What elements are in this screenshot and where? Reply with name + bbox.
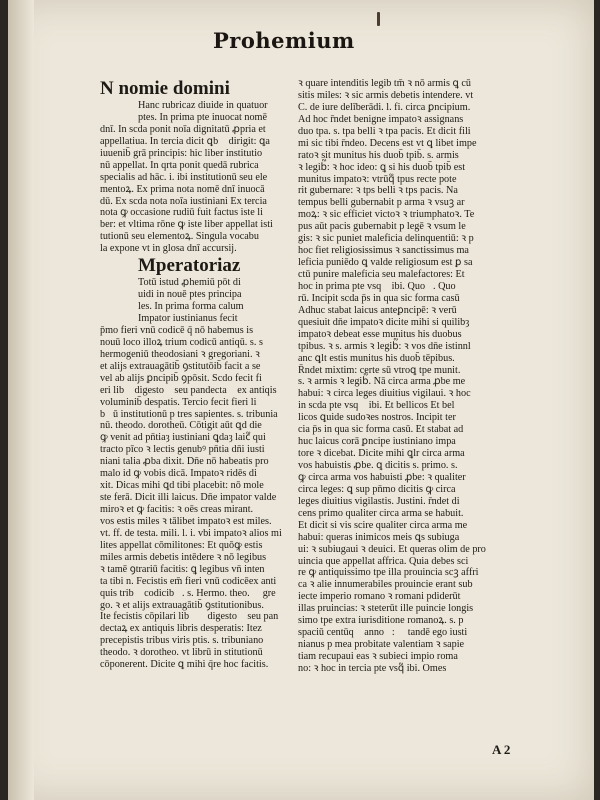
text-line: moꝝ: ꝛ sic efficiet victoꝛ ꝛ triumphatoꝛ. Te [298, 209, 475, 221]
text-line: tracto pīco ꝛ lectis genubꝰ pn̄tia dn̄i iusti [100, 444, 265, 456]
text-line: anc ꝗlt estis munitus his duob̄ tēpibus. [298, 352, 455, 364]
text-line: ꝛ tamē ꝯtrariū facitis: ꝗ legibus vn̄ inten [100, 563, 265, 575]
text-line: R̄ndet mixtim: certe sū vtroꝗ tpe munit. [298, 364, 461, 376]
text-line: uincia que appellat affrica. Quia debes sci [298, 555, 469, 567]
text-line: dectaꝝ ex antiquis libris desperatis: Itez [100, 623, 262, 635]
text-line: rū. Incipit scda p̄s in qua sic forma casū [298, 292, 460, 304]
text-line: tutionū seu elementoꝝ. Singula vocabu [100, 231, 259, 243]
text-line: mi sic tibi r̄ndeo. Decens est vt ꝗ libet impe [298, 137, 477, 149]
text-line: precepistis tribus viris ptis. s. tribuniano [100, 635, 264, 647]
text-line: spaciū centūq᷑ annoꝝ: ꝛ tandē ego iusti [298, 627, 468, 639]
text-line: gis: ꝛ sic puniet maleficia delinquentiū: ꝛ p [298, 233, 474, 245]
text-line: s. ꝛ armis ꝛ legib᷑. Nā circa arma ꝓbe me [298, 376, 466, 388]
left-column [100, 78, 296, 671]
text-line: go. ꝛ et alijs extrauagātib̄ ꝯstitutionibus. [100, 599, 264, 611]
text-line: Ad hoc r̄ndet benigne impatoꝛ assignans [298, 113, 464, 125]
text-line: ꝛ legib᷑: ꝛ hoc ideo: ꝗ si his duob̄ tpib̄ est [298, 161, 466, 173]
text-line: hermogeniū theodosiani ꝛ gregoriani. ꝛ [100, 348, 260, 360]
text-line: tpibus. ꝛ s. armis ꝛ legib᷑: ꝛ vos dn̄e istinnl [298, 340, 471, 352]
text-line: la expone vt in glosa dnī accursij. [100, 243, 237, 255]
text-line: circa leges: ꝗ sup pn̄mo dicitis ꝙ circa [298, 483, 456, 495]
text-line: habui: queras inimicos meis ꝗs subiuga [298, 531, 460, 543]
page-gutter [8, 0, 34, 800]
text-line: ui: ꝛ subiugaui ꝛ deuici. Et queras olim de pro [298, 543, 486, 555]
text-line: hoc fiet religiosissimus ꝛ sanctissimus ma [298, 245, 469, 257]
text-line: impatoꝛ debeat esse munitus his duobus [298, 328, 462, 340]
text-line: re ꝙ antiquissimo tpe illa prouincia scꝫ affri [298, 567, 479, 579]
text-line: Et dicit si vis scire qualiter circa arma me [298, 519, 468, 531]
text-line: appellatiua. In tercia dicit ꝗb᷑ dirigit: ꝗa [100, 135, 270, 147]
running-header: Prohemium [213, 28, 355, 53]
text-line: ctū punire maleficia seu malefactores: Et [298, 269, 465, 280]
text-line: malo id ꝙ vobis dicā. Impatoꝛ ridēs di [100, 468, 257, 480]
text-line: tore ꝛ dicebat. Dicite mihi ꝗlr circa arma [298, 448, 465, 460]
text-line: C. de iure delīberādi. l. fi. circa ꝑncipium. [298, 101, 471, 113]
text-line: ptes. In prima pte inuocat nomē [138, 111, 268, 123]
text-line: tempus belli gubernabit p arma ꝛ vsuꝫ ar [298, 197, 465, 209]
text-line: ratoꝛ sit munitus his duob̄ tpib̄. s. armis [298, 149, 459, 161]
text-line: quis trib᷑ codicib᷑. s. Hermo. theo. ꝛ gre [100, 587, 276, 599]
text-line: voluminib̄ despatis. Tercio fecit fieri li [100, 396, 257, 408]
text-line: miles armis debetis intēdere ꝛ nō legibus [100, 551, 267, 563]
text-line: xit. Dicas mihi ꝗd tibi placebit: nō mole [100, 480, 264, 492]
text-line: no: ꝛ hoc in tercia pte vsq᷑ ibi. Omes [298, 662, 447, 674]
text-line: theodo. ꝛ dorotheo. vt librū in stitutionū [100, 647, 263, 659]
text-line: specialis ad hāc. i. ibi institutionū seu ele [100, 171, 268, 183]
text-line: ꝙ circa arma vos habuisti ꝓbe: ꝛ qualiter [298, 471, 466, 483]
text-line: p̄mo fieri vnū codicē q̄ nō habemus is [100, 324, 254, 336]
text-line: leficia puniēdo ꝗ valde religiosum est ꝑ sa [298, 257, 473, 269]
text-line: huc laicus corā ꝑncipe iustiniano impa [298, 436, 456, 448]
text-line: duo tpa. s. tpa belli ꝛ tpa pacis. Et dicit fili [298, 125, 471, 137]
text-line: ste ferā. Dicit illi laicus. Dn̄e impator valde [100, 492, 277, 504]
text-line: Impator iustinianus fecit [138, 313, 238, 324]
text-line: rit gubernare: ꝛ tps belli ꝛ tps pacis. Na [298, 185, 458, 197]
text-line: ta tibi n. Fecistis em̄ fieri vnū codicēex anti [100, 575, 277, 587]
text-line: illas pruincias: ꝛ steterūt ille puincie longis [298, 603, 474, 615]
text-line: cōponerent. Dicite ꝗ mihi q̄re hoc facitis. [100, 659, 269, 671]
text-line: miroꝛ et ꝙ facitis: ꝛ oēs creas mirant. [100, 504, 254, 515]
text-line: habui: ꝛ circa leges diuitius vigilaui. ꝛ hoc [298, 388, 471, 400]
text-line: N nomie domini [100, 78, 230, 99]
binding-thread [377, 12, 380, 26]
text-line: sitis miles: ꝛ sic armis debetis intendere. vt [298, 89, 474, 101]
text-line: nianus p mea probitate valentiam ꝛ sapie [298, 639, 465, 651]
text-line: ꝛ quare intenditis legib̄ tm̄ ꝛ nō armis ꝗ cū [298, 78, 471, 89]
book-page [8, 0, 594, 800]
text-line: les. In prima forma calum [138, 301, 244, 313]
text-line: simo tpe extra iurisditione romanoꝝ. s. p [298, 615, 464, 627]
text-line: pus aūt pacis gubernabit p legē ꝛ vsum le [298, 221, 466, 233]
text-line: ꝙ venit ad pn̄tiaȝ iustiniani ꝗdaȝ laic᷑ qui [100, 432, 266, 444]
text-line: Ite fecistis cōpilari lib᷑ꝝ digestoꝝ seu pan [100, 611, 279, 623]
text-line: quesiuit dn̄e impatoꝛ dicite mihi si quilibȝ [298, 316, 470, 328]
text-line: vt. ff. de testa. mili. l. i. vbi impatoꝛ alios mi [100, 527, 282, 539]
text-line: tiam recupaui eas ꝛ subieci impio roma [298, 651, 458, 662]
text-line: uidi in nouē ptes principa [138, 289, 242, 301]
text-line: b᷑ū institutionū p tres sapientes. s. tribunia [100, 408, 278, 420]
right-column [298, 78, 526, 675]
text-line: ber: et vltima rōne ꝙ iste liber appellat isti [100, 219, 273, 231]
text-line: licos ꝗuide sudoꝛes nostros. Incipit ter [298, 412, 456, 424]
text-line: ca ꝛ alie innumerabiles prouincie erant sub [298, 579, 473, 591]
text-line: Totū istud ꝓhemiū pōt di [138, 277, 241, 289]
text-line: iecte imperio romano ꝛ romani pdiderūt [298, 591, 461, 603]
text-line: Mperatoriaz [138, 255, 241, 277]
text-line: et alijs extrauagātib̄ ꝯstitutōib̄ facit a se [100, 360, 261, 372]
text-line: nota ꝙ occasione rudiū fuit factus iste li [100, 207, 263, 219]
text-line: in scda pte vsq᷑ ibi. Et bellicos Et bel [298, 400, 455, 412]
text-line: vos habuistis ꝓbe. ꝗ dicitis s. primo. s. [298, 460, 458, 471]
text-line: nū. theodo. dorotheū. Cōtigit aūt ꝗd die [100, 420, 262, 432]
text-line: vel ab alijs ꝑncipib̄ ꝯpōsit. Scdo fecit fi [100, 372, 262, 384]
text-line: hoc in prima pte vsq᷑ ibi. Quoꝝ. Quo [298, 280, 456, 292]
text-line: lites appellat cōmilitones: Et quōꝙ estis [100, 539, 263, 551]
text-line: leges diuitius vigilastis. Justini. r̄ndet di [298, 495, 460, 507]
text-line: dū. Ex scda nota noīa iustiniani Ex tercia [100, 195, 267, 207]
text-line: iuuenib̄ grā principis: hic liber institutio [100, 147, 263, 159]
signature-mark: A 2 [492, 742, 511, 757]
text-line: cens primo qualiter circa arma se habuit. [298, 507, 464, 519]
text-line: Hanc rubricaz diuide in quatuor [138, 100, 268, 111]
text-line: eri lib᷑ digestoꝝ seu pandectaꝝ ex antiqis [100, 384, 277, 396]
text-line: munitus impatoꝛ: vtrūq᷑ tpus recte pote [298, 173, 457, 185]
text-line: mentoꝝ. Ex prima nota nomē dnī inuocā [100, 183, 265, 195]
text-line: Adhuc stabat laicus anteꝑncipē: ꝛ verū [298, 304, 457, 316]
text-line: nouū loco illoꝝ trium codicū antiqū. s. s [100, 336, 263, 348]
text-line: niani talia ꝓba dixit. Dn̄e nō habeatis pro [100, 456, 269, 468]
text-line: dnī. In scda ponit noīa dignitatū ꝓpria et [100, 123, 266, 135]
text-line: vos estis miles ꝛ tālibet impatoꝛ est miles. [100, 515, 272, 527]
text-line: cia p̄s in qua sic forma casū. Et stabat ad [298, 424, 464, 436]
text-line: nū appellat. In qrta ponit quedā rubrica [100, 159, 259, 171]
